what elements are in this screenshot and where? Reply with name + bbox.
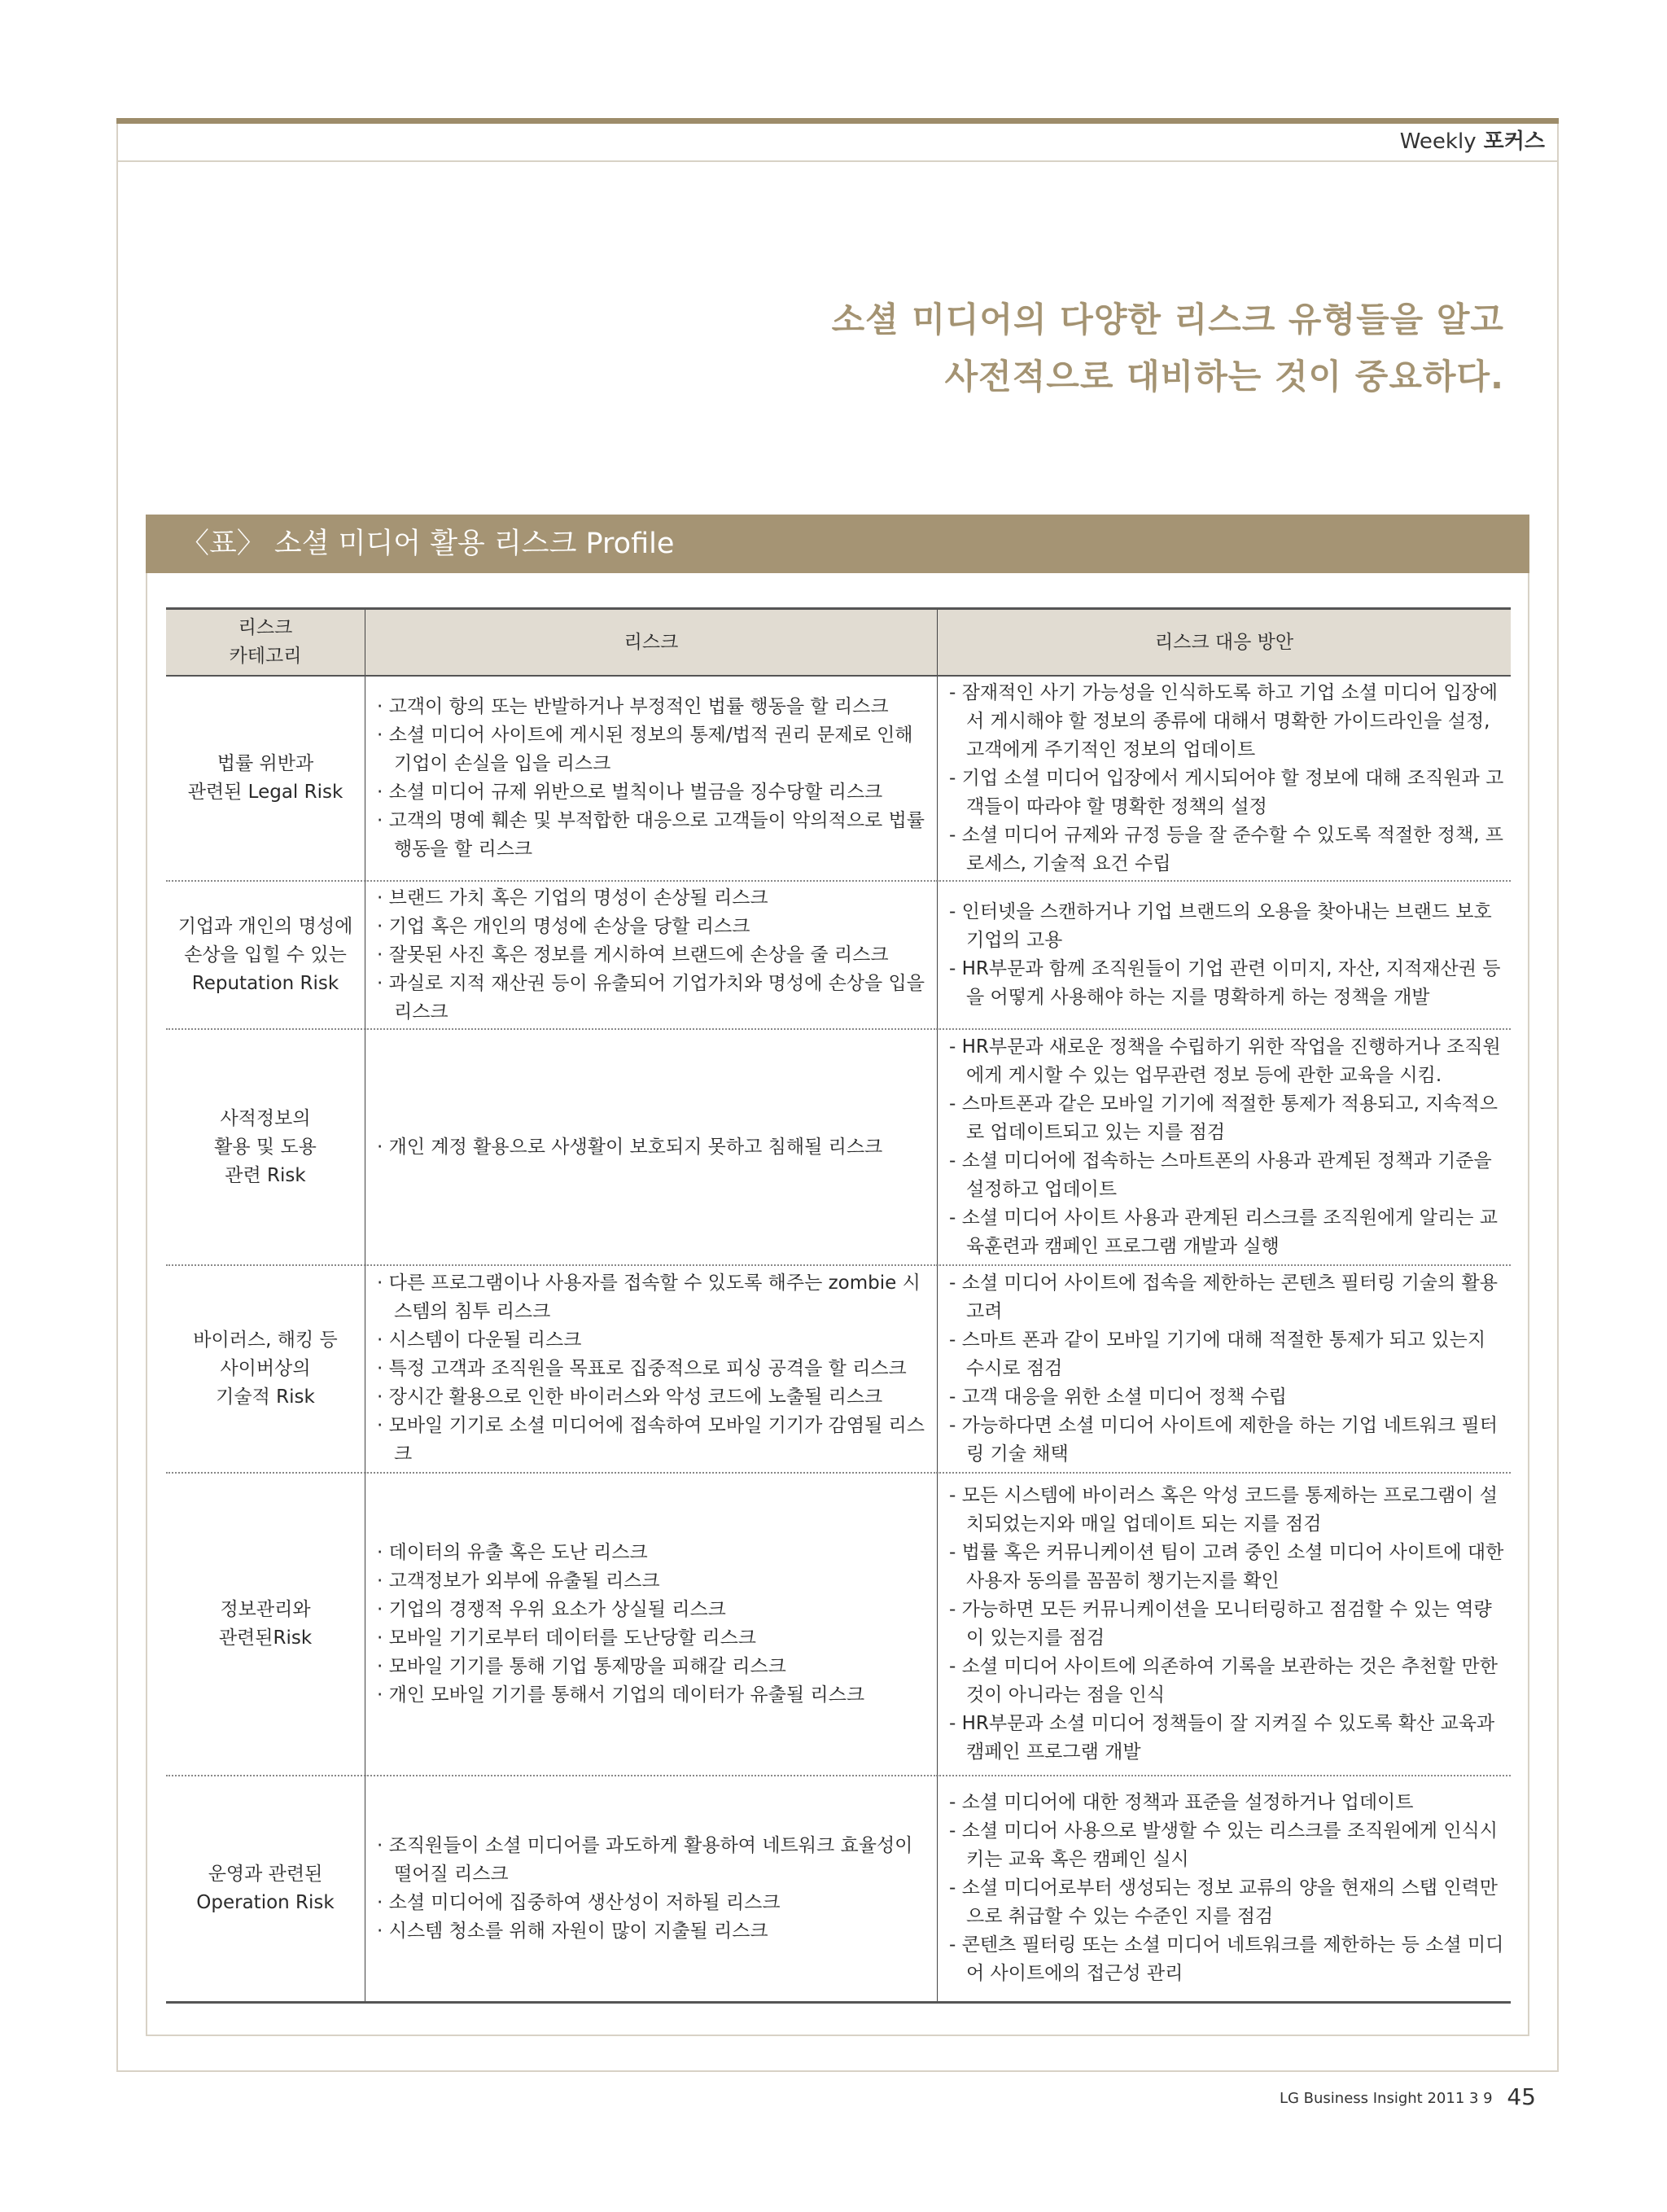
risk-item: · 기업의 경쟁적 우위 요소가 상실될 리스크 — [377, 1599, 726, 1620]
risk-category-cell — [166, 676, 365, 881]
table-row — [166, 1473, 1511, 1776]
table-row — [166, 881, 1511, 1029]
response-item: - 콘텐츠 필터링 또는 소셜 미디어 네트워크를 제한하는 등 소셜 미디어 사이트에의 접근성 관리 — [949, 1934, 1504, 1985]
response-items-cell-list — [949, 898, 1504, 1012]
risk-items-cell — [365, 1265, 938, 1473]
response-item: - 잠재적인 사기 가능성을 인식하도록 하고 기업 소셜 미디어 입장에서 게시해야 할 정보의 종류에 대해서 명확한 가이드라인을 설정, 고객에게 주기적인 정보의 업데이트 — [949, 681, 1498, 760]
header-category — [166, 609, 365, 677]
response-item: - HR부문과 새로운 정책을 수립하기 위한 작업을 진행하거나 조직원에게 게시할 수 있는 업무관련 정보 등에 관한 교육을 시킴. — [949, 1036, 1501, 1086]
risk-item: · 개인 모바일 기기를 통해서 기업의 데이터가 유출될 리스크 — [377, 1684, 865, 1706]
response-item: - 소셜 미디어 사용으로 발생할 수 있는 리스크를 조직원에게 인식시키는 교육 혹은 캠페인 실시 — [949, 1820, 1498, 1871]
page-number: 45 — [1507, 2083, 1536, 2110]
risk-category-cell — [166, 1776, 365, 2002]
risk-category-line: 바이러스, 해킹 등 — [193, 1329, 338, 1351]
risk-category-cell — [166, 1473, 365, 1776]
table-row — [166, 1265, 1511, 1473]
risk-category-line: 기술적 Risk — [216, 1386, 315, 1408]
headline — [609, 291, 1504, 405]
risk-category-line: 운영과 관련된 — [208, 1863, 323, 1885]
header-risk: 리스크 — [365, 609, 938, 677]
risk-items-cell — [365, 1473, 938, 1776]
response-items-cell-list — [949, 1269, 1504, 1469]
response-item: - 소셜 미디어 사이트에 접속을 제한하는 콘텐츠 필터링 기술의 활용 고려 — [949, 1272, 1498, 1322]
risk-category-cell — [166, 1265, 365, 1473]
risk-items-cell — [365, 676, 938, 881]
risk-category-line: 기업과 개인의 명성에 — [177, 915, 353, 937]
risk-item: · 기업 혹은 개인의 명성에 손상을 당할 리스크 — [377, 915, 750, 937]
headline-line-2: 사전적으로 대비하는 것이 중요하다. — [944, 357, 1504, 396]
table-body — [166, 676, 1511, 2002]
response-items-cell — [938, 1473, 1512, 1776]
footer-publication: LG Business Insight — [1279, 2090, 1423, 2107]
risk-item: · 과실로 지적 재산권 등이 유출되어 기업가치와 명성에 손상을 입을 리스크 — [377, 972, 925, 1023]
risk-item: · 모바일 기기로 소셜 미디어에 접속하여 모바일 기기가 감염될 리스크 — [377, 1415, 925, 1465]
risk-category-line: 관련된Risk — [218, 1627, 313, 1649]
response-item: - 법률 혹은 커뮤니케이션 팀이 고려 중인 소셜 미디어 사이트에 대한 사용자 동의를 꼼꼼히 챙기는지를 확인 — [949, 1542, 1504, 1592]
response-item: - 스마트 폰과 같이 모바일 기기에 대해 적절한 통제가 되고 있는지 수시로 점검 — [949, 1329, 1486, 1379]
risk-item: · 고객이 항의 또는 반발하거나 부정적인 법률 행동을 할 리스크 — [377, 696, 889, 717]
response-items-cell — [938, 1776, 1512, 2002]
response-items-cell-list — [949, 1033, 1504, 1261]
risk-category-line: 관련된 Legal Risk — [187, 782, 343, 803]
header-category-line: 카테고리 — [229, 646, 302, 667]
risk-item: · 시스템 청소를 위해 자원이 많이 지출될 리스크 — [377, 1920, 768, 1942]
response-item: - 소셜 미디어에 접속하는 스마트폰의 사용과 관계된 정책과 기준을 설정하고 업데이트 — [949, 1150, 1492, 1200]
response-item: - 인터넷을 스캔하거나 기업 브랜드의 오용을 찾아내는 브랜드 보호 기업의 고용 — [949, 901, 1492, 951]
risk-item: · 모바일 기기를 통해 기업 통제망을 피해갈 리스크 — [377, 1656, 786, 1677]
header-divider — [118, 160, 1557, 162]
table-frame-right — [1528, 573, 1529, 2036]
table-header-row — [166, 609, 1511, 677]
header-response: 리스크 대응 방안 — [938, 609, 1512, 677]
risk-category-line: 법률 위반과 — [217, 753, 314, 774]
footer-date: 2011 3 9 — [1427, 2090, 1493, 2107]
table-title: 〈표〉 소셜 미디어 활용 리스크 Profile — [181, 528, 675, 560]
risk-category-cell — [166, 881, 365, 1029]
risk-category-line: 손상을 입힐 수 있는 — [184, 944, 347, 966]
risk-item: · 소셜 미디어 규제 위반으로 벌칙이나 벌금을 징수당할 리스크 — [377, 782, 883, 803]
response-item: - 소셜 미디어에 대한 정책과 표준을 설정하거나 업데이트 — [949, 1792, 1414, 1814]
risk-items-cell — [365, 1029, 938, 1265]
risk-item: · 고객의 명예 훼손 및 부적합한 대응으로 고객들이 악의적으로 법률 행동을 할 리스크 — [377, 810, 925, 860]
risk-item: · 브랜드 가치 혹은 기업의 명성이 손상될 리스크 — [377, 887, 768, 909]
section-label-latin: Weekly — [1399, 129, 1477, 154]
response-item: - HR부문과 함께 조직원들이 기업 관련 이미지, 자산, 지적재산권 등을 어떻게 사용해야 하는 지를 명확하게 하는 정책을 개발 — [949, 958, 1501, 1008]
risk-items-cell — [365, 881, 938, 1029]
response-items-cell — [938, 1265, 1512, 1473]
risk-item: · 소셜 미디어에 집중하여 생산성이 저하될 리스크 — [377, 1891, 781, 1913]
table-frame-left — [146, 573, 147, 2036]
response-item: - 가능하면 모든 커뮤니케이션을 모니터링하고 점검할 수 있는 역량이 있는지를 점검 — [949, 1599, 1492, 1649]
response-items-cell-list — [949, 1482, 1504, 1767]
risk-category-cell — [166, 1029, 365, 1265]
section-label — [1400, 127, 1545, 156]
response-item: - 스마트폰과 같은 모바일 기기에 적절한 통제가 적용되고, 지속적으로 업데이트되고 있는 지를 점검 — [949, 1093, 1498, 1143]
table-frame-bottom — [146, 2035, 1529, 2036]
risk-category-line: 사적정보의 — [220, 1107, 311, 1129]
risk-item: · 데이터의 유출 혹은 도난 리스크 — [377, 1542, 648, 1563]
response-item: - 기업 소셜 미디어 입장에서 게시되어야 할 정보에 대해 조직원과 고객들이 따라야 할 명확한 정책의 설정 — [949, 767, 1504, 817]
risk-item: · 조직원들이 소셜 미디어를 과도하게 활용하여 네트워크 효율성이 떨어질 리스크 — [377, 1834, 913, 1885]
header-category-line: 리스크 — [238, 617, 293, 638]
response-items-cell-list — [949, 1789, 1504, 1988]
response-item: - HR부문과 소셜 미디어 정책들이 잘 지켜질 수 있도록 확산 교육과 캠페인 프로그램 개발 — [949, 1713, 1495, 1763]
table-row — [166, 1776, 1511, 2002]
response-item: - 가능하다면 소셜 미디어 사이트에 제한을 하는 기업 네트워크 필터링 기술 채택 — [949, 1415, 1498, 1465]
response-item: - 소셜 미디어 사이트 사용과 관계된 리스크를 조직원에게 알리는 교육훈련과 캠페인 프로그램 개발과 실행 — [949, 1207, 1498, 1257]
response-item: - 고객 대응을 위한 소셜 미디어 정책 수립 — [949, 1386, 1287, 1408]
risk-item: · 장시간 활용으로 인한 바이러스와 악성 코드에 노출될 리스크 — [377, 1386, 883, 1408]
risk-item: · 소셜 미디어 사이트에 게시된 정보의 통제/법적 권리 문제로 인해 기업이 손실을 입을 리스크 — [377, 725, 913, 774]
risk-category-line: 관련 Risk — [225, 1164, 306, 1186]
risk-items-cell-list — [377, 1133, 927, 1162]
headline-line-1: 소셜 미디어의 다양한 리스크 유형들을 알고 — [831, 300, 1504, 339]
response-items-cell — [938, 676, 1512, 881]
risk-item: · 특정 고객과 조직원을 목표로 집중적으로 피싱 공격을 할 리스크 — [377, 1358, 907, 1379]
risk-items-cell-list — [377, 1832, 927, 1946]
risk-item: · 시스템이 다운될 리스크 — [377, 1329, 582, 1351]
risk-category-line: Reputation Risk — [191, 972, 339, 994]
response-item: - 소셜 미디어로부터 생성되는 정보 교류의 양을 현재의 스탭 인력만으로 취급할 수 있는 수준인 지를 점검 — [949, 1877, 1498, 1928]
table-row — [166, 676, 1511, 881]
risk-item: · 다른 프로그램이나 사용자를 접속할 수 있도록 해주는 zombie 시스템의 침투 리스크 — [377, 1272, 921, 1322]
risk-items-cell-list — [377, 884, 927, 1027]
risk-item: · 고객정보가 외부에 유출될 리스크 — [377, 1570, 660, 1592]
risk-category-line: 사이버상의 — [220, 1358, 311, 1379]
response-items-cell — [938, 1029, 1512, 1265]
section-label-kr: 포커스 — [1483, 129, 1545, 154]
risk-item: · 잘못된 사진 혹은 정보를 게시하여 브랜드에 손상을 줄 리스크 — [377, 944, 889, 966]
response-items-cell-list — [949, 679, 1504, 878]
table-row — [166, 1029, 1511, 1265]
risk-item: · 모바일 기기로부터 데이터를 도난당할 리스크 — [377, 1627, 757, 1649]
top-accent-bar — [116, 118, 1559, 124]
response-item: - 소셜 미디어 사이트에 의존하여 기록을 보관하는 것은 추천할 만한 것이 아니라는 점을 인식 — [949, 1656, 1498, 1706]
risk-category-line: 정보관리와 — [220, 1599, 311, 1620]
risk-items-cell-list — [377, 1539, 927, 1710]
risk-profile-table — [166, 607, 1511, 2004]
page-footer — [1280, 2081, 1536, 2115]
risk-category-line: 활용 및 도용 — [214, 1136, 317, 1158]
risk-category-line: Operation Risk — [196, 1891, 335, 1913]
risk-items-cell-list — [377, 693, 927, 864]
response-items-cell — [938, 881, 1512, 1029]
response-item: - 소셜 미디어 규제와 규정 등을 잘 준수할 수 있도록 적절한 정책, 프로세스, 기술적 요건 수립 — [949, 824, 1504, 874]
risk-items-cell — [365, 1776, 938, 2002]
risk-item: · 개인 계정 활용으로 사생활이 보호되지 못하고 침해될 리스크 — [377, 1136, 883, 1158]
response-item: - 모든 시스템에 바이러스 혹은 악성 코드를 통제하는 프로그램이 설치되었는지와 매일 업데이트 되는 지를 점검 — [949, 1485, 1498, 1535]
risk-items-cell-list — [377, 1269, 927, 1469]
